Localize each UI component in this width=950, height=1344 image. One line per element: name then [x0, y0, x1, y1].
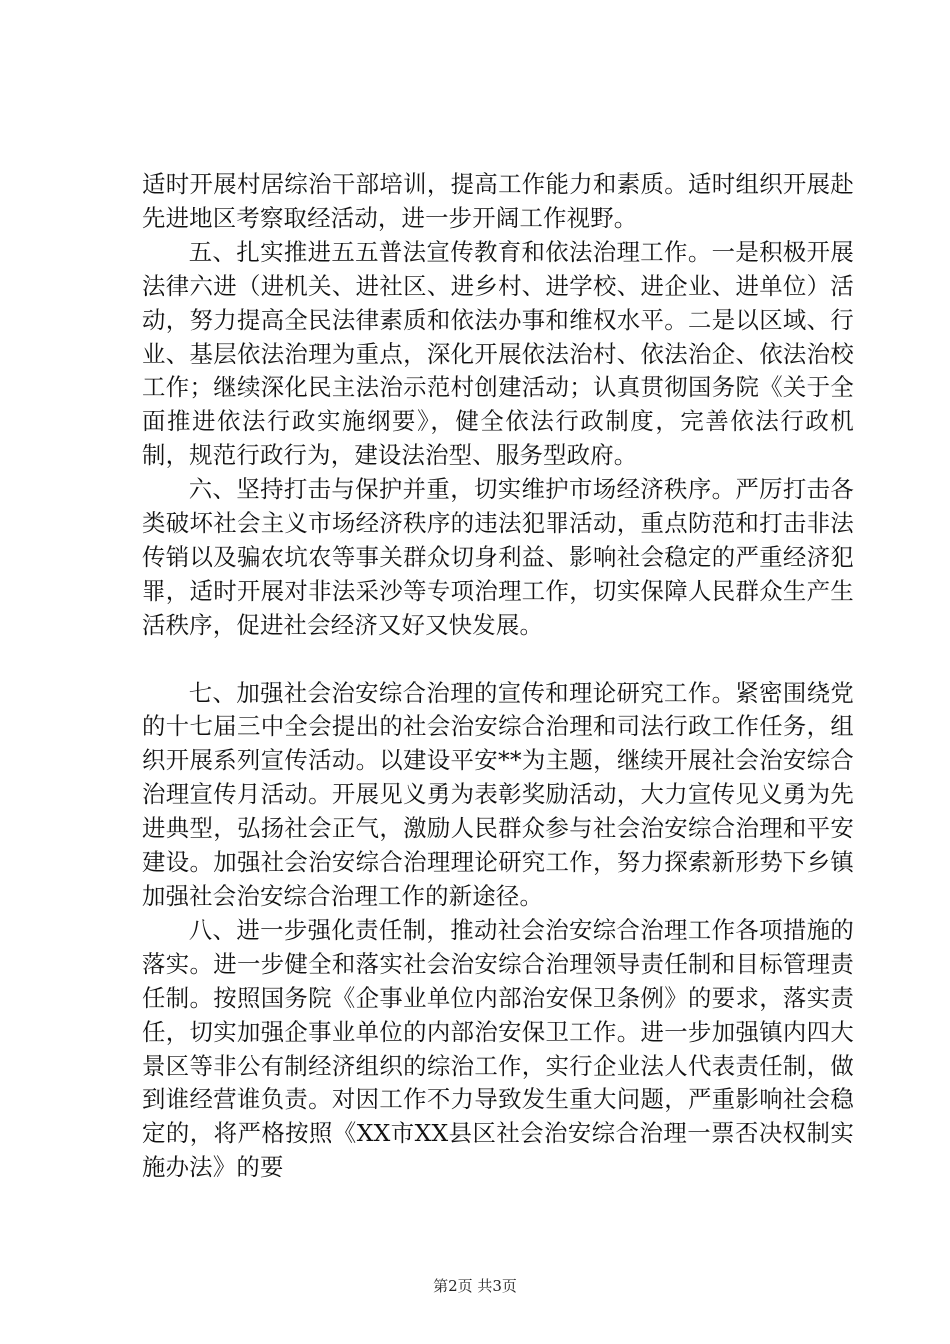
page-number-label: 第2页 共3页: [433, 1277, 517, 1295]
paragraph-six: 六、坚持打击与保护并重，切实维护市场经济秩序。严厉打击各类破坏社会主义市场经济秩序的违法犯罪活动，重点防范和打击非法传销以及骗农坑农等事关群众切身利益、影响社会稳定的严重经济犯罪，适时开展对非法采沙等专项治理工作，切实保障人民群众生产生活秩序，促进社会经济又好又快发展。: [142, 475, 854, 639]
paragraph-spacer: [142, 643, 854, 677]
paragraph-five: 五、扎实推进五五普法宣传教育和依法治理工作。一是积极开展法律六进（进机关、进社区、进乡村、进学校、进企业、进单位）活动，努力提高全民法律素质和依法办事和维权水平。二是以区域、行业、基层依法治理为重点，深化开展依法治村、依法治企、依法治校工作；继续深化民主法治示范村创建活动；认真贯彻国务院《关于全面推进依法行政实施纲要》，健全依法行政制度，完善依法行政机制，规范行政行为，建设法治型、服务型政府。: [142, 237, 854, 470]
page-footer: [0, 1276, 950, 1296]
paragraph-continuation: 适时开展村居综治干部培训，提高工作能力和素质。适时组织开展赴先进地区考察取经活动，进一步开阔工作视野。: [142, 170, 854, 232]
paragraph-eight: 八、进一步强化责任制，推动社会治安综合治理工作各项措施的落实。进一步健全和落实社会治安综合治理领导责任制和目标管理责任制。按照国务院《企事业单位内部治安保卫条例》的要求，落实责任，切实加强企事业单位的内部治安保卫工作。进一步加强镇内四大景区等非公有制经济组织的综治工作，实行企业法人代表责任制，做到谁经营谁负责。对因工作不力导致发生重大问题，严重影响社会稳定的，将严格按照《XX市XX县区社会治安综合治理一票否决权制实施办法》的要: [142, 915, 854, 1182]
document-body: [142, 168, 854, 1185]
paragraph-seven: 七、加强社会治安综合治理的宣传和理论研究工作。紧密围绕党的十七届三中全会提出的社会治安综合治理和司法行政工作任务，组织开展系列宣传活动。以建设平安**为主题，继续开展社会治安综合治理宣传月活动。开展见义勇为表彰奖励活动，大力宣传见义勇为先进典型，弘扬社会正气，激励人民群众参与社会治安综合治理和平安建设。加强社会治安综合治理理论研究工作，努力探索新形势下乡镇加强社会治安综合治理工作的新途径。: [142, 678, 854, 911]
